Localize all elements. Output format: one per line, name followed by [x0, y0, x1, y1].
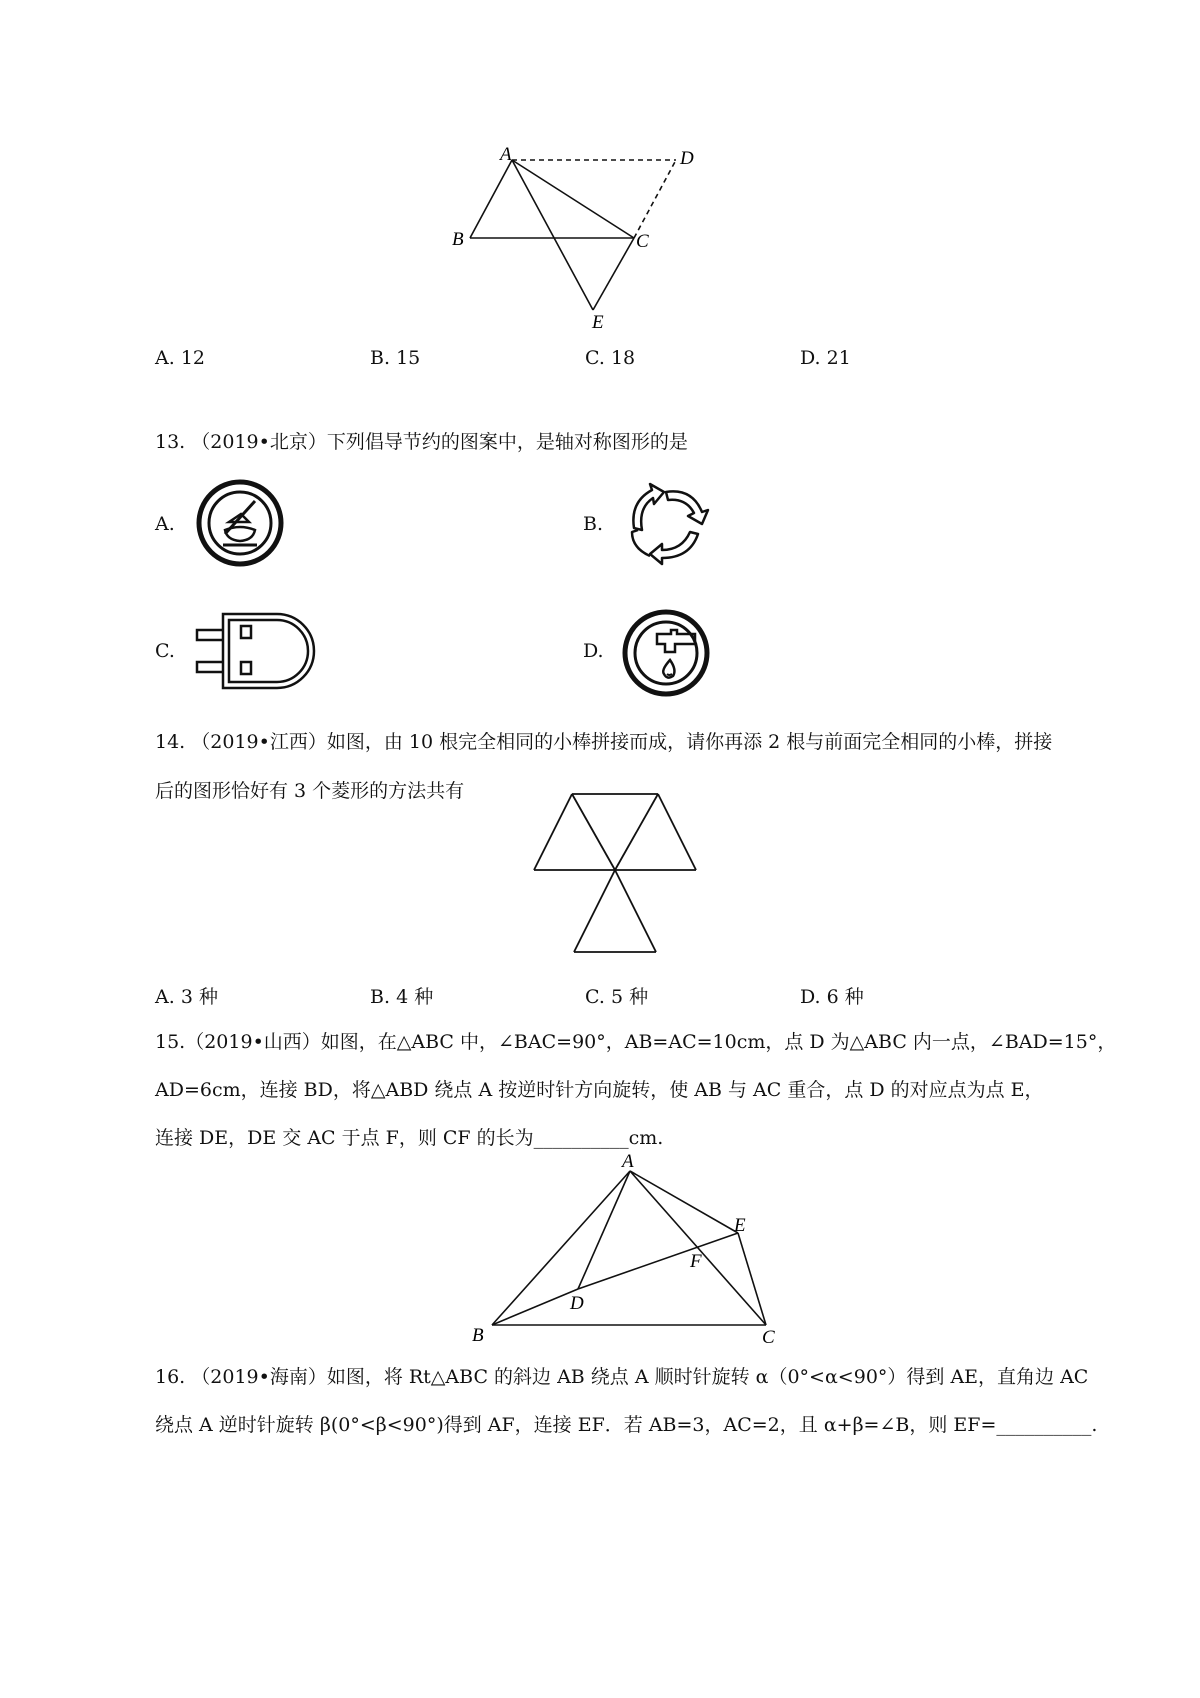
- q14-source: （2019•江西）: [191, 731, 327, 753]
- q12-option-b[interactable]: B. 15: [370, 347, 421, 369]
- q13-source: （2019•北京）: [191, 431, 327, 453]
- q16-source: （2019•海南）: [191, 1366, 327, 1388]
- q12-label-B: B: [452, 229, 464, 250]
- q15-label-B: B: [472, 1325, 484, 1346]
- q15-stem-line3: 连接 DE，DE 交 AC 于点 F，则 CF 的长为__________cm.: [155, 1127, 664, 1149]
- q13-number: 13.: [155, 431, 186, 453]
- q15-stem-line2: AD=6cm，连接 BD，将△ABD 绕点 A 按逆时针方向旋转，使 AB 与 AC 重合，点 D 的对应点为点 E，: [155, 1079, 1044, 1101]
- q14-text-1: 如图，由 10 根完全相同的小棒拼接而成，请你再添 2 根与前面完全相同的小棒，拼接: [326, 731, 1053, 753]
- q15-label-A: A: [622, 1151, 634, 1172]
- q13-stem: [155, 427, 688, 454]
- q12-label-D: D: [680, 148, 694, 169]
- q12-seg-AC: [512, 160, 634, 238]
- q12-option-a[interactable]: A. 12: [155, 347, 205, 369]
- q12-option-d[interactable]: D. 21: [800, 347, 851, 369]
- q14-option-d[interactable]: D. 6 种: [800, 986, 864, 1008]
- q12-figure: [450, 144, 770, 350]
- q16-stem-line2: 绕点 A 逆时针旋转 β(0°<β<90°)得到 AF，连接 EF．若 AB=3，AC=2，且 α+β=∠B，则 EF=__________.: [155, 1414, 1098, 1436]
- q12-seg-AE: [512, 160, 593, 310]
- q14-option-a[interactable]: A. 3 种: [155, 986, 218, 1008]
- q15-figure: [470, 1151, 790, 1348]
- q14-figure: [530, 790, 720, 962]
- q15-label-E: E: [734, 1215, 746, 1236]
- q12-option-c[interactable]: C. 18: [585, 347, 636, 369]
- q14-option-c[interactable]: C. 5 种: [585, 986, 649, 1008]
- q12-seg-CD: [634, 160, 676, 238]
- no-food-waste-icon[interactable]: [195, 478, 285, 568]
- q15-stem-line1: [155, 1027, 1116, 1054]
- q15-label-F: F: [690, 1251, 702, 1272]
- q15-source: （2019•山西）: [185, 1031, 321, 1053]
- q15-label-D: D: [570, 1293, 584, 1314]
- q16-number: 16.: [155, 1366, 186, 1388]
- q13-option-a-letter[interactable]: A.: [155, 513, 175, 535]
- q13-text: 下列倡导节约的图案中，是轴对称图形的是: [326, 431, 688, 453]
- q15-label-C: C: [762, 1327, 775, 1348]
- q14-stem-line2: 后的图形恰好有 3 个菱形的方法共有: [155, 780, 465, 802]
- q14-option-b[interactable]: B. 4 种: [370, 986, 434, 1008]
- q12-label-C: C: [636, 231, 649, 252]
- q13-option-c-letter[interactable]: C.: [155, 640, 175, 662]
- q12-seg-CE: [593, 238, 634, 310]
- q16-stem-line1: [155, 1362, 1088, 1389]
- q15-number: 15.: [155, 1031, 186, 1053]
- q13-option-d-letter[interactable]: D.: [583, 640, 604, 662]
- q12-label-A: A: [500, 144, 512, 165]
- q14-stem-line1: [155, 727, 1052, 754]
- power-plug-icon[interactable]: [193, 610, 313, 692]
- q13-option-b-letter[interactable]: B.: [583, 513, 604, 535]
- water-faucet-icon[interactable]: [621, 608, 711, 698]
- q12-label-E: E: [592, 312, 604, 333]
- recycle-arrows-icon[interactable]: [620, 478, 712, 568]
- q12-seg-AB: [470, 160, 512, 238]
- q16-text-1: 如图，将 Rt△ABC 的斜边 AB 绕点 A 顺时针旋转 α（0°<α<90°）得到 AE，直角边 AC: [326, 1366, 1089, 1388]
- q14-number: 14.: [155, 731, 186, 753]
- q15-text-1: 如图，在△ABC 中，∠BAC=90°，AB=AC=10cm，点 D 为△ABC 内一点，∠BAD=15°，: [320, 1031, 1117, 1053]
